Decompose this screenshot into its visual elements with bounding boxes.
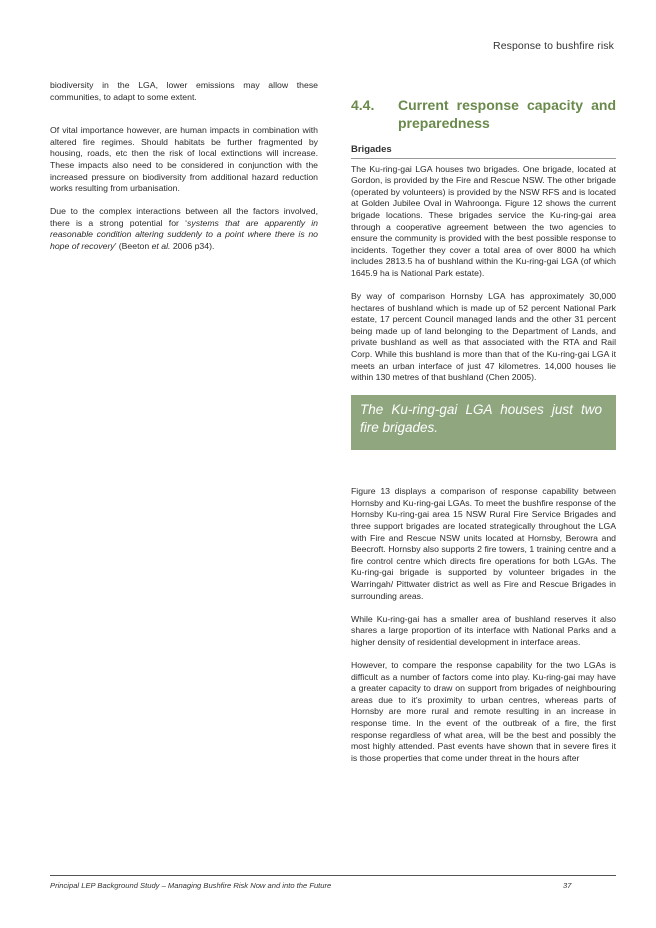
page-number: 37 [563, 881, 572, 890]
section-number: 4.4. [351, 97, 375, 113]
paragraph: The Ku-ring-gai LGA houses two brigades. One brigade, located at Gordon, is provided by the Fire and Rescue NSW. The other brigade (operated by volunteers) is provided by the NSW RFS and is located at Golden Jubilee Oval in Wahroonga. Figure 12 shows the current brigade locations. These brigades service the Ku-ring-gai area through a cooperative agreement between the two agencies to ensure the community is provided with the best possible response to incidents. Together they cover a total area of over 8000 ha which includes 2813.5 ha of bushland within the Ku-ring-gai LGA (of which 1645.9 ha is National Park estate). [351, 163, 616, 278]
paragraph: By way of comparison Hornsby LGA has approximately 30,000 hectares of bushland which is made up of 52 percent National Park estate, 17 percent Council managed lands and the other 31 percent being made up of land belonging to the Department of Lands, and private bushland as well as that associated with the RTA and Rail Corp. While this bushland is more than that of the Ku-ring-gai LGA it meets an urban interface of just 47 kilometres. 14,000 houses lie within 130 metres of that bushland (Chen 2005). [351, 291, 616, 383]
paragraph: Of vital importance however, are human impacts in combination with altered fire regimes. Should habitats be further fragmented by housing, roads, etc then the risk of local extinctions will increase. These impacts also need to be considered in conjunction with the increased pressure on biodiversity from additional hazard reduction works resulting from urbanisation. [50, 125, 318, 194]
quoted-text: systems that are apparently in reasonable condition altering suddenly to a point where there is no hope of recovery [50, 217, 318, 252]
footer-document-title: Principal LEP Background Study – Managing Bushfire Risk Now and into the Future [50, 881, 332, 890]
footer-divider [50, 875, 616, 876]
paragraph: However, to compare the response capability for the two LGAs is difficult as a number of factors come into play. Ku-ring-gai may have a greater capacity to draw on support from brigades of neighbouring areas due to it’s proximity to urban centres, whereas parts of Hornsby are more rural and remote resulting in an increase in response time. In the event of the outbreak of a fire, the first response regardless of what area, will be the best and possibly the most highly attended. Past events have shown that in severe fires it is those properties that come under threat in the hours after [351, 660, 616, 763]
right-column [351, 96, 616, 776]
paragraph: biodiversity in the LGA, lower emissions may allow these communities, to adapt to some extent. [50, 80, 318, 102]
section-title: Current response capacity and preparedness [398, 97, 616, 131]
section-heading [351, 96, 616, 132]
citation-text: ’ (Beeton [114, 241, 152, 252]
paragraph [50, 206, 318, 252]
citation-etal: et al. [151, 241, 171, 252]
paragraph: While Ku-ring-gai has a smaller area of bushland reserves it also shares a large proportion of its interface with National Parks and a higher density of residential development in interface areas. [351, 613, 616, 647]
subheading-brigades: Brigades [351, 144, 616, 159]
pull-quote: The Ku-ring-gai LGA houses just two fire brigades. [351, 395, 616, 450]
running-header: Response to bushfire risk [493, 40, 614, 52]
paragraph: Figure 13 displays a comparison of response capability between Hornsby and Ku-ring-gai LGAs. To meet the bushfire response of the Hornsby Ku-ring-gai area 15 NSW Rural Fire Service Brigades and three support brigades are located strategically throughout the LGA with Fire and Rescue NSW units located at Hornsby, Berowra and Beecroft. Hornsby also supports 2 fire towers, 1 training centre and a fire control centre which directs fire operations for both LGAs. The Ku-ring-gai brigade is supported by volunteer brigades in the Warringah/ Pittwater district as well as Fire and Rescue Brigades in surrounding areas. [351, 486, 616, 601]
paragraph-text: Due to the complex interactions between all the factors involved, there is a strong potential for ‘ [50, 206, 318, 228]
left-column [50, 80, 318, 264]
citation-year: 2006 p34). [170, 241, 215, 252]
